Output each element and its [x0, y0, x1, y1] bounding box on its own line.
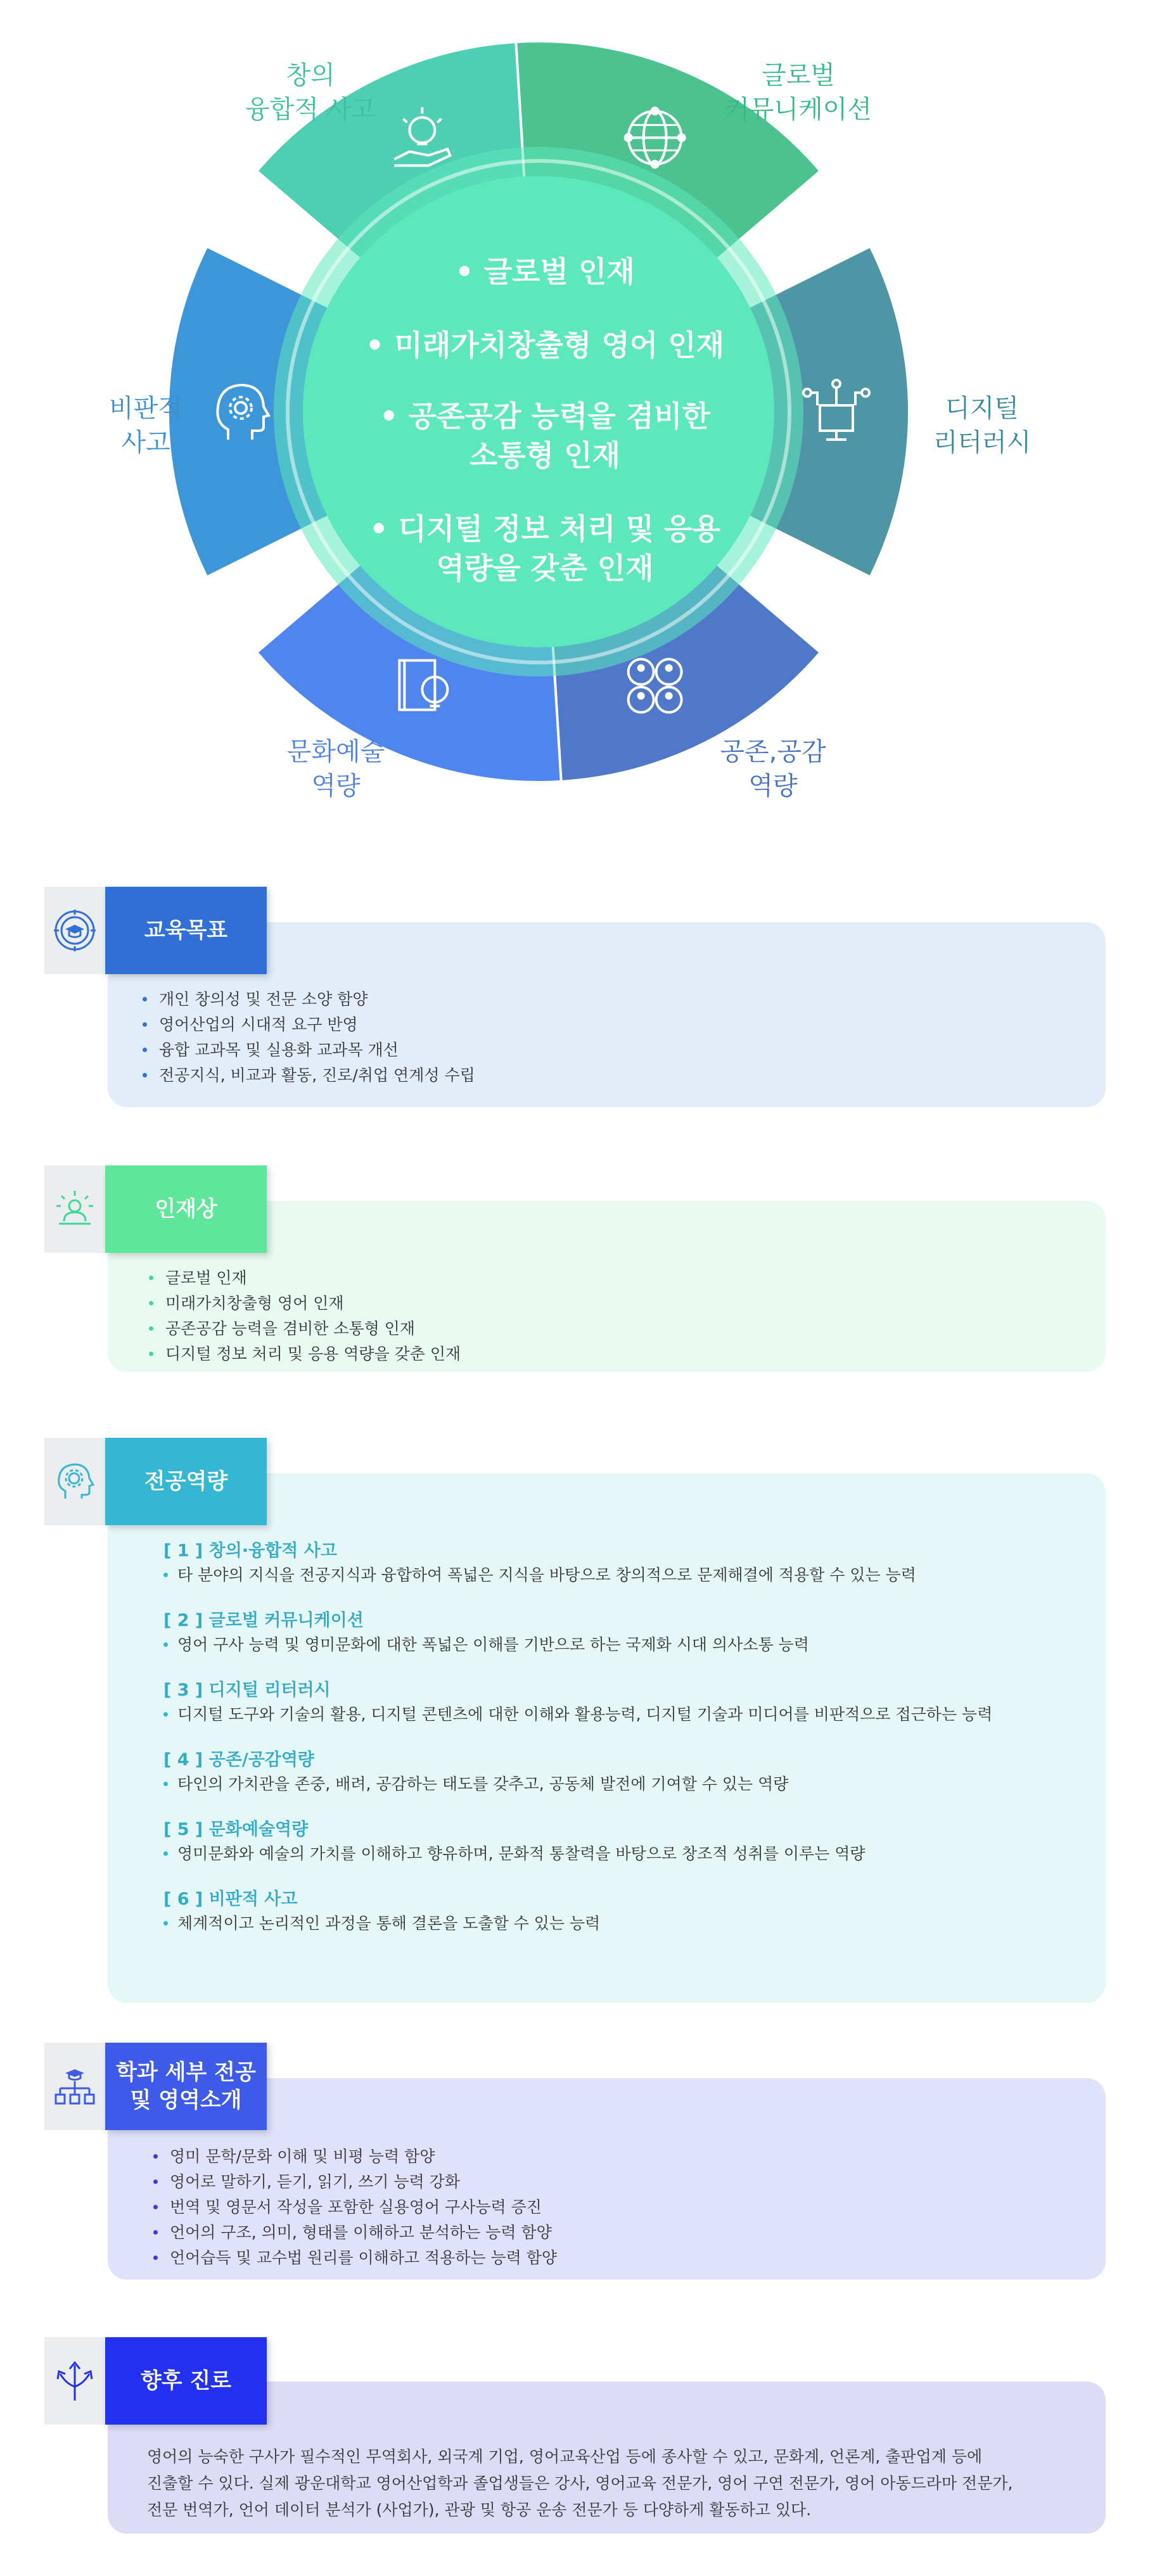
label-line: 공존,공감	[720, 737, 826, 766]
competency-item	[163, 1678, 1076, 1727]
label-line: 역량	[311, 771, 361, 801]
career-line: 진출할 수 있다. 실제 광운대학교 영어산업학과 졸업생들은 강사, 영어교육 전문가, 영어 구연 전문가, 영어 아동드라마 전문가,	[147, 2474, 1013, 2492]
career-line: 전문 번역가, 언어 데이터 분석가 (사업가), 관광 및 항공 운송 전문가 등 다양하게 활동하고 있다.	[147, 2501, 812, 2519]
competency-item-title: [ 3 ] 디지털 리터러시	[163, 1680, 331, 1700]
label-line: 문화예술	[286, 737, 385, 766]
career-icon-box	[44, 2337, 105, 2425]
direction-arrows-icon	[53, 2359, 97, 2403]
competency-item	[163, 1818, 1076, 1866]
center-bullet-3b: 소통형 인재	[469, 438, 621, 473]
center-bullet-4a: • 디지털 정보 처리 및 응용	[369, 512, 720, 546]
target-graduate-icon	[53, 908, 97, 953]
competency-icon-box	[44, 1438, 105, 1525]
competency-item	[163, 1888, 1076, 1936]
education-goal-list	[143, 987, 475, 1088]
label-line: 리터러시	[933, 428, 1032, 457]
major-detail-icon-box	[44, 2043, 105, 2130]
competency-item-title: [ 6 ] 비판적 사고	[163, 1889, 298, 1909]
competency-item-desc: 영미문화와 예술의 가치를 이해하고 향유하며, 문화적 통찰력을 바탕으로 창조적 성취를 이루는 역량	[163, 1842, 1076, 1866]
list-item: 융합 교과목 및 실용화 교과목 개선	[143, 1037, 475, 1063]
center-bullet-2: • 미래가치창출형 영어 인재	[365, 328, 725, 362]
list-item: 언어의 구조, 의미, 형태를 이해하고 분석하는 능력 함양	[153, 2220, 557, 2245]
person-idea-icon	[53, 1187, 97, 1231]
talent-title: 인재상	[105, 1165, 267, 1253]
major-detail-title	[105, 2043, 267, 2130]
competency-item-desc: 타 분야의 지식을 전공지식과 융합하여 폭넓은 지식을 바탕으로 창의적으로 문제해결에 적용할 수 있는 능력	[163, 1563, 1076, 1587]
list-item: 영미 문학/문화 이해 및 비평 능력 함양	[153, 2144, 557, 2169]
center-bullet-3a: • 공존공감 능력을 겸비한	[380, 399, 710, 433]
competency-item	[163, 1609, 1076, 1657]
label-line: 디지털	[945, 394, 1019, 423]
label-line: 창의	[286, 61, 335, 90]
segment-label-digital	[900, 391, 1064, 460]
competency-item-desc: 디지털 도구와 기술의 활용, 디지털 콘텐츠에 대한 이해와 활용능력, 디지털 기술과 미디어를 비판적으로 접근하는 능력	[163, 1703, 1076, 1727]
competency-item	[163, 1539, 1076, 1587]
list-item: 미래가치창출형 영어 인재	[149, 1291, 461, 1316]
list-item: 디지털 정보 처리 및 응용 역량을 갖춘 인재	[149, 1342, 461, 1367]
competency-item	[163, 1748, 1076, 1796]
list-item: 영어산업의 시대적 요구 반영	[143, 1012, 475, 1037]
talent-section	[0, 1165, 1150, 1381]
career-title: 향후 진로	[105, 2337, 267, 2425]
competency-item-title: [ 2 ] 글로벌 커뮤니케이션	[163, 1611, 364, 1630]
label-line: 역량	[748, 771, 798, 801]
head-gear-icon	[53, 1459, 97, 1504]
list-item: 영어로 말하기, 듣기, 읽기, 쓰기 능력 강화	[153, 2169, 557, 2195]
competency-item-desc: 체계적이고 논리적인 과정을 통해 결론을 도출할 수 있는 능력	[163, 1912, 1076, 1936]
label-line: 융합적 사고	[245, 95, 376, 124]
major-detail-section	[0, 2043, 1150, 2296]
center-bullet-4b: 역량을 갖춘 인재	[436, 551, 654, 585]
segment-label-global	[697, 58, 900, 127]
label-line: 비판적	[109, 394, 182, 423]
list-item: 번역 및 영문서 작성을 포함한 실용영어 구사능력 증진	[153, 2195, 557, 2220]
competency-item-title: [ 1 ] 창의·융합적 사고	[163, 1541, 337, 1561]
segment-label-culture	[253, 735, 418, 803]
major-detail-list	[153, 2144, 557, 2271]
label-line: 글로벌	[762, 61, 835, 90]
education-goal-icon-box	[44, 887, 105, 974]
competency-list	[163, 1539, 1076, 1957]
competency-item-desc: 영어 구사 능력 및 영미문화에 대한 폭넓은 이해를 기반으로 하는 국제화 시대 의사소통 능력	[163, 1633, 1076, 1657]
segment-label-creative	[215, 58, 406, 127]
hierarchy-graduate-icon	[53, 2064, 97, 2109]
list-item: 개인 창의성 및 전문 소양 함양	[143, 987, 475, 1012]
segment-label-coexist	[691, 735, 855, 803]
competency-title: 전공역량	[105, 1438, 267, 1525]
competency-section	[0, 1438, 1150, 2008]
list-item: 언어습득 및 교수법 원리를 이해하고 적용하는 능력 함양	[153, 2245, 557, 2271]
list-item: 글로벌 인재	[149, 1266, 461, 1291]
label-line: 커뮤니케이션	[725, 95, 872, 124]
talent-icon-box	[44, 1165, 105, 1253]
competency-wheel	[0, 0, 1150, 842]
career-line: 영어의 능숙한 구사가 필수적인 무역회사, 외국계 기업, 영어교육산업 등에 종사할 수 있고, 문화계, 언론계, 출판업계 등에	[147, 2447, 983, 2466]
education-goal-section	[0, 887, 1150, 1127]
title-line: 학과 세부 전공	[116, 2060, 256, 2085]
title-line: 및 영역소개	[130, 2088, 242, 2113]
competency-item-title: [ 5 ] 문화예술역량	[163, 1820, 309, 1839]
competency-item-title: [ 4 ] 공존/공감역량	[163, 1750, 315, 1770]
segment-label-critical	[70, 391, 222, 460]
career-section	[0, 2337, 1150, 2565]
talent-list	[149, 1266, 461, 1367]
competency-item-desc: 타인의 가치관을 존중, 배려, 공감하는 태도를 갖추고, 공동체 발전에 기여할 수 있는 역량	[163, 1772, 1076, 1796]
center-bullet-1: • 글로벌 인재	[455, 255, 635, 289]
education-goal-title: 교육목표	[105, 887, 267, 974]
list-item: 공존공감 능력을 겸비한 소통형 인재	[149, 1316, 461, 1342]
list-item: 전공지식, 비교과 활동, 진로/취업 연계성 수립	[143, 1063, 475, 1088]
label-line: 사고	[121, 428, 170, 457]
